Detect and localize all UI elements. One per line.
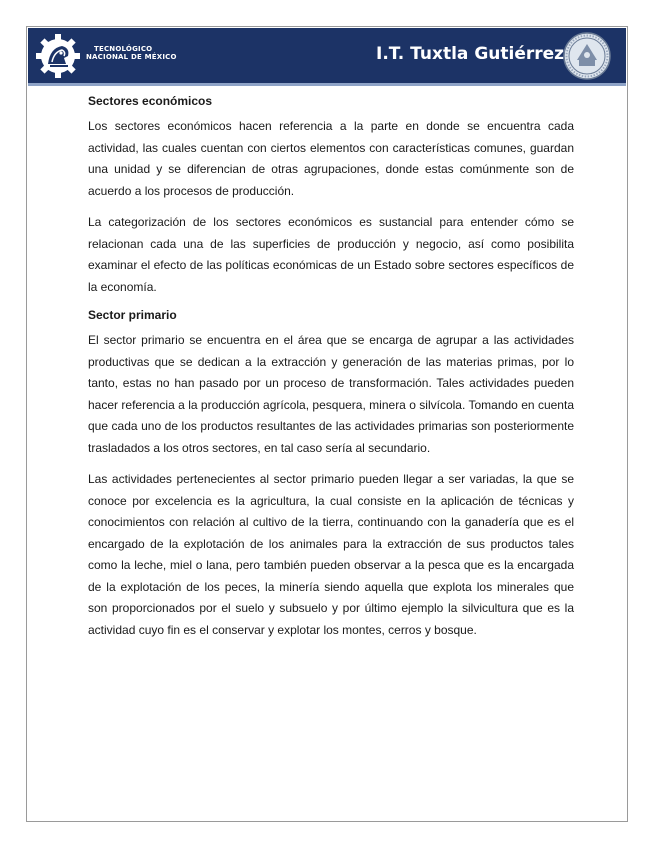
institution-line-2: NACIONAL DE MÉXICO — [86, 53, 177, 61]
institutional-seal-icon — [560, 30, 614, 82]
document-body — [88, 94, 574, 651]
institution-name — [86, 45, 177, 61]
paragraph-2: La categorización de los sectores económicos es sustancial para entender cómo se relacionan cada una de las superficies de producción y negocio, así como posibilita examinar el efecto de las políticas económicas de un Estado sobre sectores específicos de la economía. — [88, 215, 574, 294]
heading-sectores-economicos: Sectores económicos — [88, 94, 213, 108]
institution-line-1: TECNOLÓGICO — [94, 45, 153, 53]
paragraph-4: Las actividades pertenecientes al sector primario pueden llegar a ser variadas, la que se conoce por excelencia es la agricultura, la cual consiste en la aplicación de técnicas y conocimientos con relación al cultivo de la tierra, continuando con la ganadería que es el encargado de la explotación de los animales para la extracción de sus productos tales como la leche, miel o lana, pero también pueden observar a la pesca que es la encargada de la explotación de los peces, la minería siendo aquella que explota los minerales que son proporcionados por el suelo y subsuelo y por último ejemplo la silvicultura que es la actividad cuyo fin es el conservar y explotar los montes, cerros y bosque. — [88, 472, 574, 637]
campus-title: I.T. Tuxtla Gutiérrez — [376, 44, 565, 64]
paragraph-3: El sector primario se encuentra en el área que se encarga de agrupar a las actividades productivas que se dedican a la extracción y generación de las materias primas, por lo tanto, estas no han pasado por un proceso de transformación. Tales actividades pueden hacer referencia a la producción agrícola, pesquera, minera o silvícola. Tomando en cuenta que cada uno de los productos resultantes de las actividades primarias son posteriormente trasladados a los otros sectores, en tal caso sería al secundario. — [88, 333, 574, 455]
paragraph-1: Los sectores económicos hacen referencia a la parte en donde se encuentra cada actividad, las cuales cuentan con ciertos elementos con características comunes, guardan una unidad y se diferencian de otras agrupaciones, donde estas comúnmente son de acuerdo a los procesos de producción. — [88, 119, 574, 198]
heading-sector-primario: Sector primario — [88, 308, 177, 322]
document-header — [28, 28, 626, 86]
tecnm-gear-logo-icon — [34, 32, 82, 80]
